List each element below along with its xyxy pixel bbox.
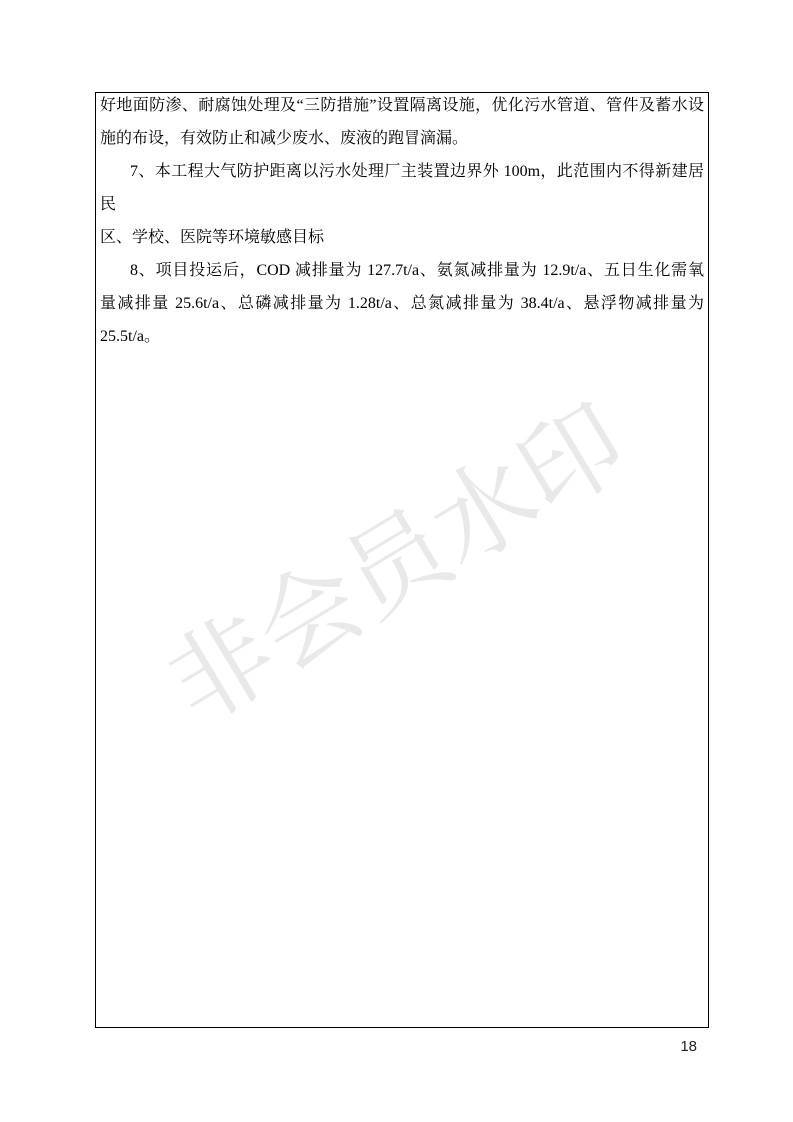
body-line-5: 8、项目投运后，COD 减排量为 127.7t/a、氨氮减排量为 12.9t/a、五日生化需氧 <box>130 262 704 279</box>
body-line-2: 施的布设，有效防止和减少废水、废液的跑冒滴漏。 <box>100 130 469 147</box>
watermark-text: 非会员水印 <box>149 383 645 745</box>
body-text <box>96 89 708 353</box>
body-line-7: 25.5t/a。 <box>100 328 160 345</box>
body-line-6: 量减排量 25.6t/a、总磷减排量为 1.28t/a、总氮减排量为 38.4t/a、悬浮物减排量为 <box>100 295 704 312</box>
body-line-4: 区、学校、医院等环境敏感目标 <box>100 229 325 246</box>
body-line-3: 7、本工程大气防护距离以污水处理厂主装置边界外 100m，此范围内不得新建居民 <box>100 163 704 213</box>
page-number: 18 <box>680 1038 697 1055</box>
content-border-box <box>95 92 709 1028</box>
body-line-1: 好地面防渗、耐腐蚀处理及“三防措施”设置隔离设施，优化污水管道、管件及蓄水设 <box>100 97 704 114</box>
